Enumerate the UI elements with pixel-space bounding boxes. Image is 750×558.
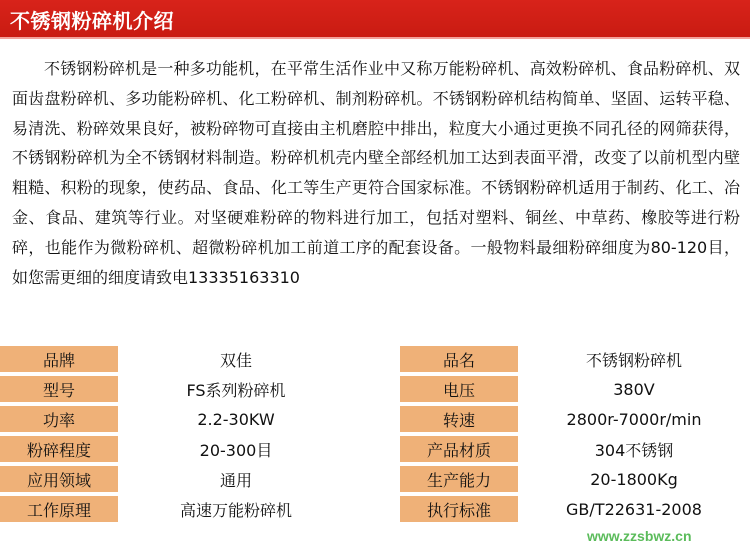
spec-value: GB/T22631-2008 [518, 496, 750, 522]
spec-label: 生产能力 [400, 466, 518, 492]
spec-value: 380V [518, 376, 750, 402]
spec-value: 双佳 [118, 346, 354, 372]
spec-gap [354, 496, 400, 522]
spec-label: 型号 [0, 376, 118, 402]
spec-value: 20-1800Kg [518, 466, 750, 492]
spec-label: 电压 [400, 376, 518, 402]
spec-gap [354, 436, 400, 462]
spec-label: 应用领域 [0, 466, 118, 492]
spec-value: 高速万能粉碎机 [118, 496, 354, 522]
spec-label: 粉碎程度 [0, 436, 118, 462]
spec-table [0, 342, 750, 526]
spec-value: 不锈钢粉碎机 [518, 346, 750, 372]
spec-row [0, 346, 750, 372]
site-watermark: www.zzsbwz.cn [587, 528, 692, 544]
spec-row [0, 436, 750, 462]
spec-gap [354, 376, 400, 402]
spec-label: 品名 [400, 346, 518, 372]
spec-row [0, 496, 750, 522]
spec-gap [354, 346, 400, 372]
spec-label: 功率 [0, 406, 118, 432]
spec-row [0, 406, 750, 432]
spec-value: 20-300目 [118, 436, 354, 462]
spec-gap [354, 466, 400, 492]
spec-label: 产品材质 [400, 436, 518, 462]
spec-value: 2800r-7000r/min [518, 406, 750, 432]
spec-value: 304不锈钢 [518, 436, 750, 462]
spec-value: 2.2-30KW [118, 406, 354, 432]
spec-value: FS系列粉碎机 [118, 376, 354, 402]
spec-row [0, 466, 750, 492]
spec-value: 通用 [118, 466, 354, 492]
product-description: 不锈钢粉碎机是一种多功能机，在平常生活作业中又称万能粉碎机、高效粉碎机、食品粉碎机、双面齿盘粉碎机、多功能粉碎机、化工粉碎机、制剂粉碎机。不锈钢粉碎机结构简单、坚固、运转平稳、易清洗、粉碎效果良好，被粉碎物可直接由主机磨腔中排出，粒度大小通过更换不同孔径的网筛获得，不锈钢粉碎机为全不锈钢材料制造。粉碎机机壳内壁全部经机加工达到表面平滑，改变了以前机型内壁粗糙、积粉的现象，使药品、食品、化工等生产更符合国家标准。不锈钢粉碎机适用于制药、化工、冶金、食品、建筑等行业。对坚硬难粉碎的物料进行加工，包括对塑料、铜丝、中草药、橡胶等进行粉碎，也能作为微粉碎机、超微粉碎机加工前道工序的配套设备。一般物料最细粉碎细度为80-120目，如您需更细的细度请致电13335163310 [12, 59, 740, 287]
spec-label: 工作原理 [0, 496, 118, 522]
section-title: 不锈钢粉碎机介绍 [10, 9, 174, 33]
spec-label: 执行标准 [400, 496, 518, 522]
section-header [0, 0, 750, 37]
spec-row [0, 376, 750, 402]
header-divider [0, 37, 750, 39]
spec-label: 转速 [400, 406, 518, 432]
spec-gap [354, 406, 400, 432]
spec-label: 品牌 [0, 346, 118, 372]
